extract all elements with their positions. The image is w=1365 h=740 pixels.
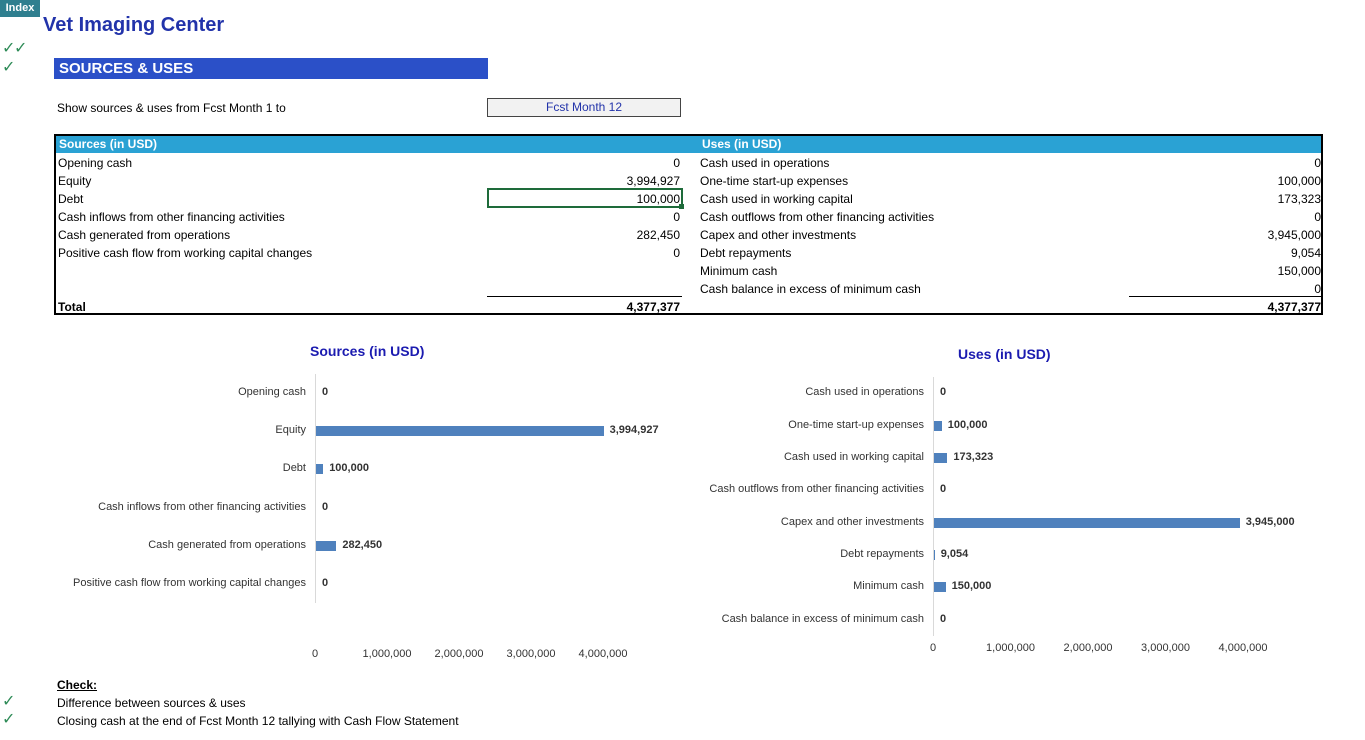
data-label: 100,000 (947, 418, 988, 431)
y-axis-line (315, 374, 316, 603)
check-icon: ✓ (14, 40, 28, 57)
check-icon: ✓ (2, 693, 16, 710)
tick-label: 3,000,000 (506, 648, 556, 660)
section-title: SOURCES & USES (54, 58, 488, 79)
data-label: 3,994,927 (609, 424, 659, 437)
uses-value: 3,945,000 (1267, 228, 1321, 242)
category-label: Cash used in working capital (783, 450, 924, 463)
uses-value: 0 (1314, 282, 1321, 296)
data-label: 173,323 (953, 450, 994, 463)
sources-label: Debt (58, 192, 84, 206)
category-label: Opening cash (238, 386, 306, 399)
check-title: Check: (57, 678, 98, 692)
uses-value: 0 (1314, 156, 1321, 170)
category-label: Equity (275, 424, 306, 437)
uses-value: 173,323 (1277, 192, 1321, 206)
bar (316, 541, 336, 551)
uses-chart (680, 335, 1365, 670)
check-icon: ✓ (2, 40, 16, 57)
bar (934, 582, 946, 592)
sources-label: Opening cash (58, 156, 133, 170)
bar (316, 464, 323, 474)
data-label: 3,945,000 (1245, 515, 1295, 528)
category-label: One-time start-up expenses (788, 418, 924, 431)
total-divider (487, 296, 682, 297)
category-label: Debt repayments (840, 548, 924, 561)
tick-label: 4,000,000 (1218, 642, 1268, 654)
sources-uses-table (54, 134, 1323, 315)
sources-value[interactable]: 100,000 (636, 192, 680, 206)
data-label: 0 (322, 500, 329, 513)
sources-value: 3,994,927 (626, 174, 680, 188)
sources-value: 282,450 (636, 228, 680, 242)
bar (934, 453, 947, 463)
data-label: 282,450 (342, 538, 383, 551)
uses-label: Debt repayments (700, 246, 792, 260)
bar (316, 426, 604, 436)
category-label: Cash used in operations (805, 386, 924, 399)
sources-value: 0 (673, 156, 680, 170)
total-divider (1129, 296, 1321, 297)
page-title: Vet Imaging Center (43, 14, 225, 36)
tick-label: 1,000,000 (986, 642, 1035, 654)
uses-value: 150,000 (1277, 264, 1321, 278)
bar (934, 518, 1240, 528)
data-label: 9,054 (940, 548, 969, 561)
data-label: 0 (322, 576, 329, 589)
category-label: Cash inflows from other financing activities (98, 500, 306, 513)
sources-value: 0 (673, 210, 680, 224)
tick-label: 1,000,000 (362, 648, 412, 660)
sources-chart (0, 335, 680, 670)
sources-label: Cash generated from operations (58, 228, 231, 242)
uses-label: Cash balance in excess of minimum cash (700, 282, 921, 296)
uses-value: 100,000 (1277, 174, 1321, 188)
data-label: 0 (940, 386, 947, 399)
check-icon: ✓ (2, 59, 16, 76)
bar (934, 421, 942, 431)
uses-label: Cash used in operations (700, 156, 830, 170)
data-label: 0 (322, 386, 329, 399)
tick-label: 3,000,000 (1141, 642, 1190, 654)
tick-label: 0 (929, 642, 937, 654)
category-label: Debt (282, 462, 306, 475)
period-selector[interactable]: Fcst Month 12 (487, 98, 681, 117)
uses-value: 0 (1314, 210, 1321, 224)
bar (934, 550, 935, 560)
sources-label: Equity (58, 174, 92, 188)
sources-label: Cash inflows from other financing activities (58, 210, 285, 224)
uses-label: Capex and other investments (700, 228, 857, 242)
sources-label: Positive cash flow from working capital changes (58, 246, 313, 260)
tick-label: 0 (311, 648, 319, 660)
sources-total: 4,377,377 (626, 300, 680, 314)
sources-header: Sources (in USD) (56, 136, 700, 153)
category-label: Capex and other investments (780, 515, 924, 528)
chart-title: Sources (in USD) (310, 343, 425, 359)
uses-label: Minimum cash (700, 264, 778, 278)
category-label: Cash balance in excess of minimum cash (721, 612, 924, 625)
tick-label: 2,000,000 (434, 648, 484, 660)
data-label: 0 (940, 612, 947, 625)
check-icon: ✓ (2, 711, 16, 728)
sources-value: 0 (673, 246, 680, 260)
category-label: Cash outflows from other financing activities (709, 483, 924, 496)
tick-label: 2,000,000 (1063, 642, 1113, 654)
uses-header: Uses (in USD) (700, 136, 1321, 153)
uses-label: Cash outflows from other financing activities (700, 210, 935, 224)
category-label: Positive cash flow from working capital changes (73, 576, 306, 589)
tick-label: 4,000,000 (578, 648, 628, 660)
uses-value: 9,054 (1290, 246, 1321, 260)
index-tab[interactable]: Index (0, 0, 40, 17)
uses-label: One-time start-up expenses (700, 174, 849, 188)
check-item: Difference between sources & uses (57, 696, 246, 710)
category-label: Cash generated from operations (148, 538, 306, 551)
total-label: Total (58, 300, 86, 314)
data-label: 0 (940, 483, 947, 496)
uses-label: Cash used in working capital (700, 192, 853, 206)
check-item: Closing cash at the end of Fcst Month 12 tallying with Cash Flow Statement (57, 714, 459, 728)
data-label: 150,000 (951, 580, 992, 593)
chart-title: Uses (in USD) (958, 346, 1051, 362)
data-label: 100,000 (329, 462, 369, 475)
y-axis-line (933, 377, 934, 636)
category-label: Minimum cash (853, 580, 924, 593)
selector-label: Show sources & uses from Fcst Month 1 to (57, 101, 286, 115)
uses-total: 4,377,377 (1267, 300, 1321, 314)
